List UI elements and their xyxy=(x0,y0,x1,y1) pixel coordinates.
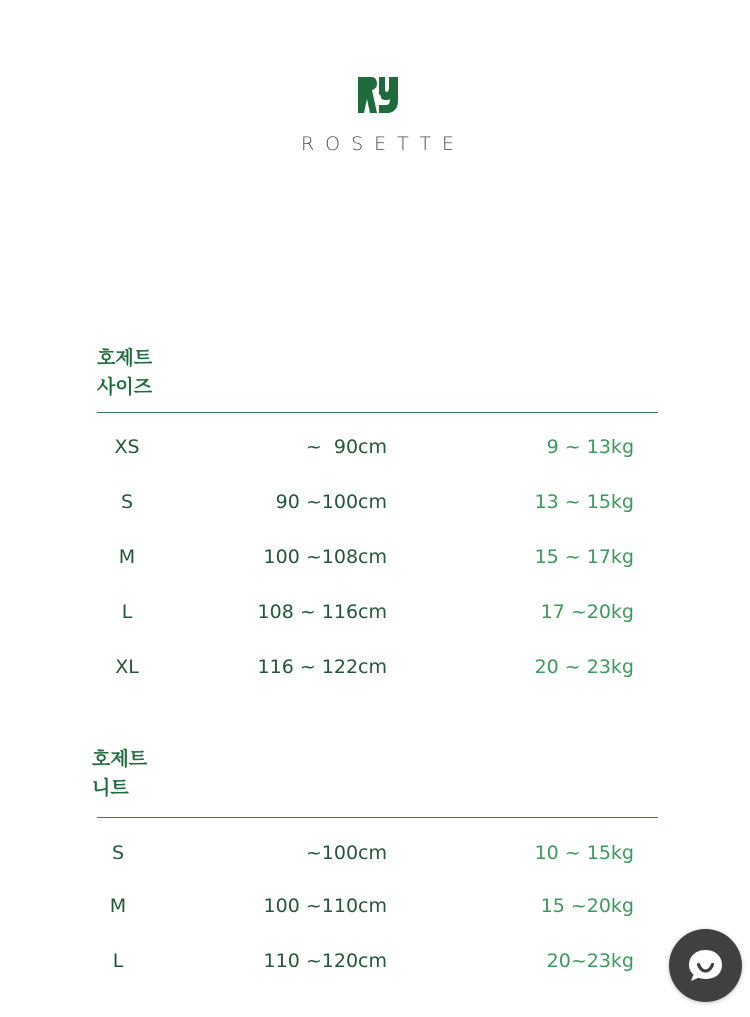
height-range: 108 ~ 116cm xyxy=(257,601,387,623)
table-row xyxy=(0,891,750,921)
weight-range: 15 ~20kg xyxy=(540,895,634,917)
height-range: 110 ~120cm xyxy=(263,950,387,972)
height-range: ~100cm xyxy=(305,842,387,864)
weight-range: 15 ~ 17kg xyxy=(534,546,634,568)
weight-range: 20~23kg xyxy=(546,950,634,972)
size-label: M xyxy=(109,895,127,917)
section-divider xyxy=(97,412,658,413)
weight-range: 17 ~20kg xyxy=(540,601,634,623)
size-label: S xyxy=(120,491,134,513)
table-row xyxy=(0,487,750,517)
size-label: XS xyxy=(114,436,140,458)
size-label: M xyxy=(118,546,136,568)
height-range: 90 ~100cm xyxy=(275,491,387,513)
height-range: 100 ~108cm xyxy=(263,546,387,568)
section-title-rosette-size xyxy=(97,344,152,402)
size-label: L xyxy=(112,950,124,972)
weight-range: 20 ~ 23kg xyxy=(534,656,634,678)
section-title-line2: 니트 xyxy=(92,777,129,799)
weight-range: 10 ~ 15kg xyxy=(534,842,634,864)
section-title-line2: 사이즈 xyxy=(97,376,153,398)
rosette-logo-icon xyxy=(357,75,399,115)
table-row xyxy=(0,432,750,462)
height-range: 100 ~110cm xyxy=(263,895,387,917)
table-row xyxy=(0,838,750,868)
section-title-rosette-knit xyxy=(92,745,147,803)
height-range: ~ 90cm xyxy=(305,436,387,458)
size-label: S xyxy=(111,842,125,864)
table-row xyxy=(0,946,750,976)
weight-range: 9 ~ 13kg xyxy=(546,436,634,458)
brand-name: ROSETTE xyxy=(300,133,466,155)
section-title-line1: 호제트 xyxy=(92,748,148,770)
weight-range: 13 ~ 15kg xyxy=(534,491,634,513)
size-label: XL xyxy=(115,656,139,678)
section-divider xyxy=(97,817,658,818)
section-title-line1: 호제트 xyxy=(97,347,153,369)
height-range: 116 ~ 122cm xyxy=(257,656,387,678)
table-row xyxy=(0,542,750,572)
chat-bubble-icon xyxy=(686,947,725,985)
table-row xyxy=(0,652,750,682)
table-row xyxy=(0,597,750,627)
chat-button[interactable] xyxy=(669,929,742,1002)
size-label: L xyxy=(121,601,133,623)
